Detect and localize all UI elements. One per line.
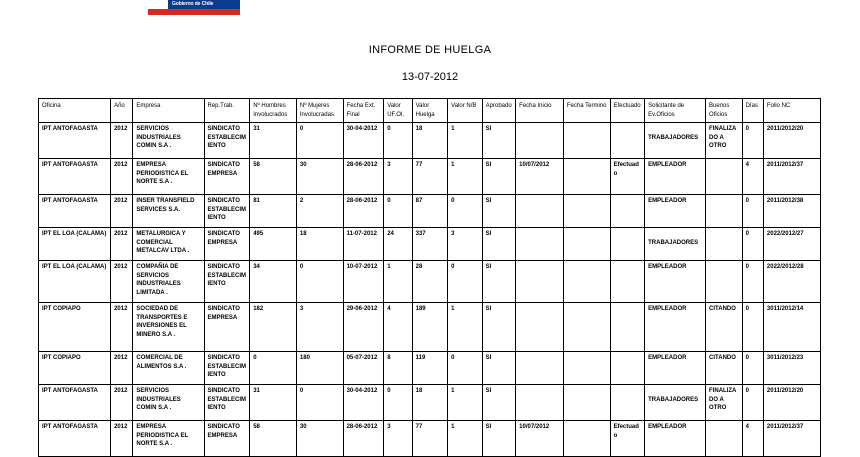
cell-buenos-oficios [706,228,743,261]
logo-text: Gobierno de Chile [172,1,214,7]
column-header: Folio NC [763,99,820,123]
solicitante-value: TRABAJADORES [648,134,699,141]
cell-oficina: IPT ANTOFAGASTA [39,421,111,457]
cell-anio: 2012 [111,261,133,303]
cell-fecha-termino [563,195,610,228]
table-body [39,123,821,457]
cell-mujeres: 0 [296,385,343,421]
cell-solicitante [645,228,706,261]
cell-fecha-inicio [516,303,564,352]
table-row [39,421,821,457]
cell-rep: SINDICATO ESTABLECIMIENTO [204,385,250,421]
cell-fecha-termino [563,123,610,159]
cell-empresa: INSER TRANSFIELD SERVICES S.A. [133,195,204,228]
cell-valor-huelga: 337 [412,228,448,261]
cell-folio: 2022/2012/27 [763,228,820,261]
cell-fecha-inicio: 10/07/2012 [516,159,564,195]
cell-folio: 2022/2012/28 [763,261,820,303]
cell-solicitante [645,195,706,228]
cell-aprobado: SI [482,385,516,421]
cell-valor-huelga: 87 [412,195,448,228]
cell-efectuado [610,228,645,261]
cell-anio: 2012 [111,385,133,421]
cell-hombres: 495 [250,228,297,261]
cell-efectuado [610,385,645,421]
cell-oficina: IPT COPIAPO [39,352,111,385]
cell-rep: SINDICATO ESTABLECIMIENTO [204,352,250,385]
cell-folio: 3011/2012/23 [763,352,820,385]
solicitante-value: TRABAJADORES [648,396,699,403]
cell-fecha-ext: 10-07-2012 [343,261,384,303]
column-header: Rep.Trab. [204,99,250,123]
cell-fecha-termino [563,261,610,303]
cell-fecha-inicio [516,261,564,303]
cell-efectuado [610,123,645,159]
cell-valor-uf: 8 [384,352,412,385]
cell-buenos-oficios: FINALIZADO A OTRO [706,385,743,421]
cell-mujeres: 18 [296,228,343,261]
cell-mujeres: 0 [296,261,343,303]
column-header: Efectuado [610,99,645,123]
table-row [39,303,821,352]
cell-valor-uf: 4 [384,303,412,352]
cell-fecha-inicio [516,228,564,261]
cell-efectuado [610,352,645,385]
logo-red-band [148,9,240,15]
cell-mujeres: 2 [296,195,343,228]
cell-valor-nb: 1 [448,421,483,457]
cell-efectuado [610,261,645,303]
cell-empresa: SERVICIOS INDUSTRIALES COMIN S.A . [133,123,204,159]
cell-oficina: IPT ANTOFAGASTA [39,195,111,228]
column-header: Nº Hombres Involucrados [250,99,297,123]
cell-aprobado: SI [482,228,516,261]
cell-valor-uf: 0 [384,123,412,159]
cell-hombres: 81 [250,195,297,228]
cell-solicitante [645,352,706,385]
cell-dias: 0 [742,261,763,303]
cell-fecha-ext: 28-06-2012 [343,159,384,195]
column-header: Valor Huelga [412,99,448,123]
solicitante-value: EMPLEADOR [648,264,687,270]
cell-valor-uf: 0 [384,195,412,228]
cell-valor-nb: 0 [448,261,483,303]
cell-buenos-oficios [706,159,743,195]
gobierno-de-chile-logo [148,0,240,15]
solicitante-value: EMPLEADOR [648,306,687,312]
cell-empresa: METALURGICA Y COMERCIAL METALCAV LTDA . [133,228,204,261]
cell-valor-huelga: 18 [412,385,448,421]
cell-anio: 2012 [111,159,133,195]
cell-fecha-termino [563,352,610,385]
cell-buenos-oficios: FINALIZADO A OTRO [706,123,743,159]
solicitante-value: EMPLEADOR [648,424,687,430]
cell-valor-uf: 24 [384,228,412,261]
cell-solicitante [645,123,706,159]
cell-hombres: 58 [250,421,297,457]
solicitante-value: EMPLEADOR [648,198,687,204]
cell-fecha-inicio: 10/07/2012 [516,421,564,457]
solicitante-value: TRABAJADORES [648,239,699,246]
cell-buenos-oficios: CITANDO [706,303,743,352]
cell-valor-nb: 1 [448,303,483,352]
cell-fecha-termino [563,228,610,261]
cell-empresa: EMPRESA PERIODISTICA EL NORTE S.A . [133,421,204,457]
cell-oficina: IPT EL LOA (CALAMA) [39,228,111,261]
solicitante-value: EMPLEADOR [648,355,687,361]
cell-buenos-oficios: CITANDO [706,352,743,385]
cell-rep: SINDICATO ESTABLECIMIENTO [204,261,250,303]
solicitante-value: EMPLEADOR [648,162,687,168]
cell-folio: 2011/2012/38 [763,195,820,228]
cell-oficina: IPT ANTOFAGASTA [39,123,111,159]
cell-fecha-ext: 28-06-2012 [343,421,384,457]
strike-report-table [38,98,821,457]
cell-solicitante [645,159,706,195]
cell-valor-uf: 3 [384,159,412,195]
cell-valor-nb: 0 [448,352,483,385]
cell-mujeres: 3 [296,303,343,352]
column-header: Valor UF.OI. [384,99,412,123]
cell-dias: 4 [742,159,763,195]
cell-valor-huelga: 18 [412,123,448,159]
column-header: Fecha Inicio [516,99,564,123]
cell-fecha-termino [563,385,610,421]
table-row [39,261,821,303]
cell-fecha-termino [563,159,610,195]
cell-fecha-termino [563,303,610,352]
cell-buenos-oficios [706,261,743,303]
cell-valor-huelga: 77 [412,159,448,195]
cell-rep: SINDICATO ESTABLECIMIENTO [204,123,250,159]
cell-folio: 3011/2012/14 [763,303,820,352]
cell-solicitante [645,385,706,421]
cell-empresa: SERVICIOS INDUSTRIALES COMIN S.A . [133,385,204,421]
cell-fecha-termino [563,421,610,457]
cell-fecha-ext: 11-07-2012 [343,228,384,261]
column-header: Valor N/B [448,99,483,123]
cell-oficina: IPT ANTOFAGASTA [39,159,111,195]
column-header: Aprobado [482,99,516,123]
cell-valor-uf: 0 [384,385,412,421]
cell-solicitante [645,303,706,352]
cell-anio: 2012 [111,195,133,228]
column-header: Solicitante de Ev.Oficios [645,99,706,123]
column-header: Fecha Termino [563,99,610,123]
cell-solicitante [645,261,706,303]
cell-dias: 0 [742,123,763,159]
cell-fecha-ext: 30-04-2012 [343,385,384,421]
report-date: 13-07-2012 [401,71,459,83]
column-header: Fecha Ext. Final [343,99,384,123]
cell-hombres: 58 [250,159,297,195]
table-row [39,159,821,195]
cell-efectuado [610,303,645,352]
cell-hombres: 182 [250,303,297,352]
cell-mujeres: 180 [296,352,343,385]
cell-valor-nb: 3 [448,228,483,261]
cell-aprobado: SI [482,159,516,195]
report-title: INFORME DE HUELGA [368,44,492,56]
cell-oficina: IPT EL LOA (CALAMA) [39,261,111,303]
cell-anio: 2012 [111,228,133,261]
cell-hombres: 31 [250,123,297,159]
cell-aprobado: SI [482,123,516,159]
table-row [39,385,821,421]
logo-white-block [148,0,168,9]
cell-empresa: COMPAÑIA DE SERVICIOS INDUSTRIALES LIMITADA . [133,261,204,303]
cell-buenos-oficios [706,195,743,228]
cell-valor-huelga: 119 [412,352,448,385]
cell-efectuado: Efectuado [610,159,645,195]
cell-rep: SINDICATO EMPRESA [204,228,250,261]
table-row [39,228,821,261]
cell-valor-huelga: 28 [412,261,448,303]
cell-hombres: 34 [250,261,297,303]
cell-fecha-inicio [516,195,564,228]
column-header: Nº Mujeres Involucradas [296,99,343,123]
cell-valor-huelga: 189 [412,303,448,352]
cell-fecha-ext: 29-06-2012 [343,303,384,352]
cell-buenos-oficios [706,421,743,457]
cell-dias: 0 [742,303,763,352]
cell-fecha-ext: 05-07-2012 [343,352,384,385]
cell-mujeres: 0 [296,123,343,159]
cell-empresa: EMPRESA PERIODISTICA EL NORTE S.A . [133,159,204,195]
cell-folio: 2011/2012/20 [763,385,820,421]
cell-hombres: 31 [250,385,297,421]
cell-aprobado: SI [482,421,516,457]
column-header: Oficina [39,99,111,123]
cell-dias: 0 [742,385,763,421]
cell-rep: SINDICATO EMPRESA [204,421,250,457]
cell-efectuado: Efectuado [610,421,645,457]
cell-folio: 2011/2012/37 [763,421,820,457]
column-header: Días [742,99,763,123]
cell-dias: 0 [742,352,763,385]
cell-fecha-inicio [516,123,564,159]
cell-valor-nb: 0 [448,195,483,228]
cell-anio: 2012 [111,352,133,385]
cell-oficina: IPT COPIAPO [39,303,111,352]
cell-rep: SINDICATO ESTABLECIMIENTO [204,195,250,228]
cell-fecha-ext: 30-04-2012 [343,123,384,159]
cell-dias: 0 [742,195,763,228]
cell-fecha-inicio [516,385,564,421]
cell-aprobado: SI [482,261,516,303]
cell-rep: SINDICATO EMPRESA [204,159,250,195]
cell-valor-uf: 3 [384,421,412,457]
cell-valor-huelga: 77 [412,421,448,457]
cell-aprobado: SI [482,303,516,352]
cell-fecha-inicio [516,352,564,385]
cell-valor-uf: 1 [384,261,412,303]
table-row [39,352,821,385]
column-header: Año [111,99,133,123]
cell-anio: 2012 [111,123,133,159]
cell-empresa: SOCIEDAD DE TRANSPORTES E INVERSIONES EL MINERO S.A . [133,303,204,352]
cell-hombres: 0 [250,352,297,385]
cell-folio: 2011/2012/20 [763,123,820,159]
column-header: Buenos Oficios [706,99,743,123]
cell-folio: 2011/2012/37 [763,159,820,195]
cell-valor-nb: 1 [448,385,483,421]
column-header: Empresa [133,99,204,123]
cell-empresa: COMERCIAL DE ALIMENTOS S.A . [133,352,204,385]
cell-aprobado: SI [482,352,516,385]
table-row [39,195,821,228]
cell-efectuado [610,195,645,228]
cell-rep: SINDICATO EMPRESA [204,303,250,352]
cell-dias: 0 [742,228,763,261]
cell-fecha-ext: 28-06-2012 [343,195,384,228]
cell-mujeres: 30 [296,421,343,457]
cell-valor-nb: 1 [448,159,483,195]
cell-aprobado: SI [482,195,516,228]
cell-mujeres: 30 [296,159,343,195]
cell-valor-nb: 1 [448,123,483,159]
table-header-row [39,99,821,123]
cell-anio: 2012 [111,421,133,457]
cell-anio: 2012 [111,303,133,352]
cell-solicitante [645,421,706,457]
cell-dias: 4 [742,421,763,457]
cell-oficina: IPT ANTOFAGASTA [39,385,111,421]
table-row [39,123,821,159]
